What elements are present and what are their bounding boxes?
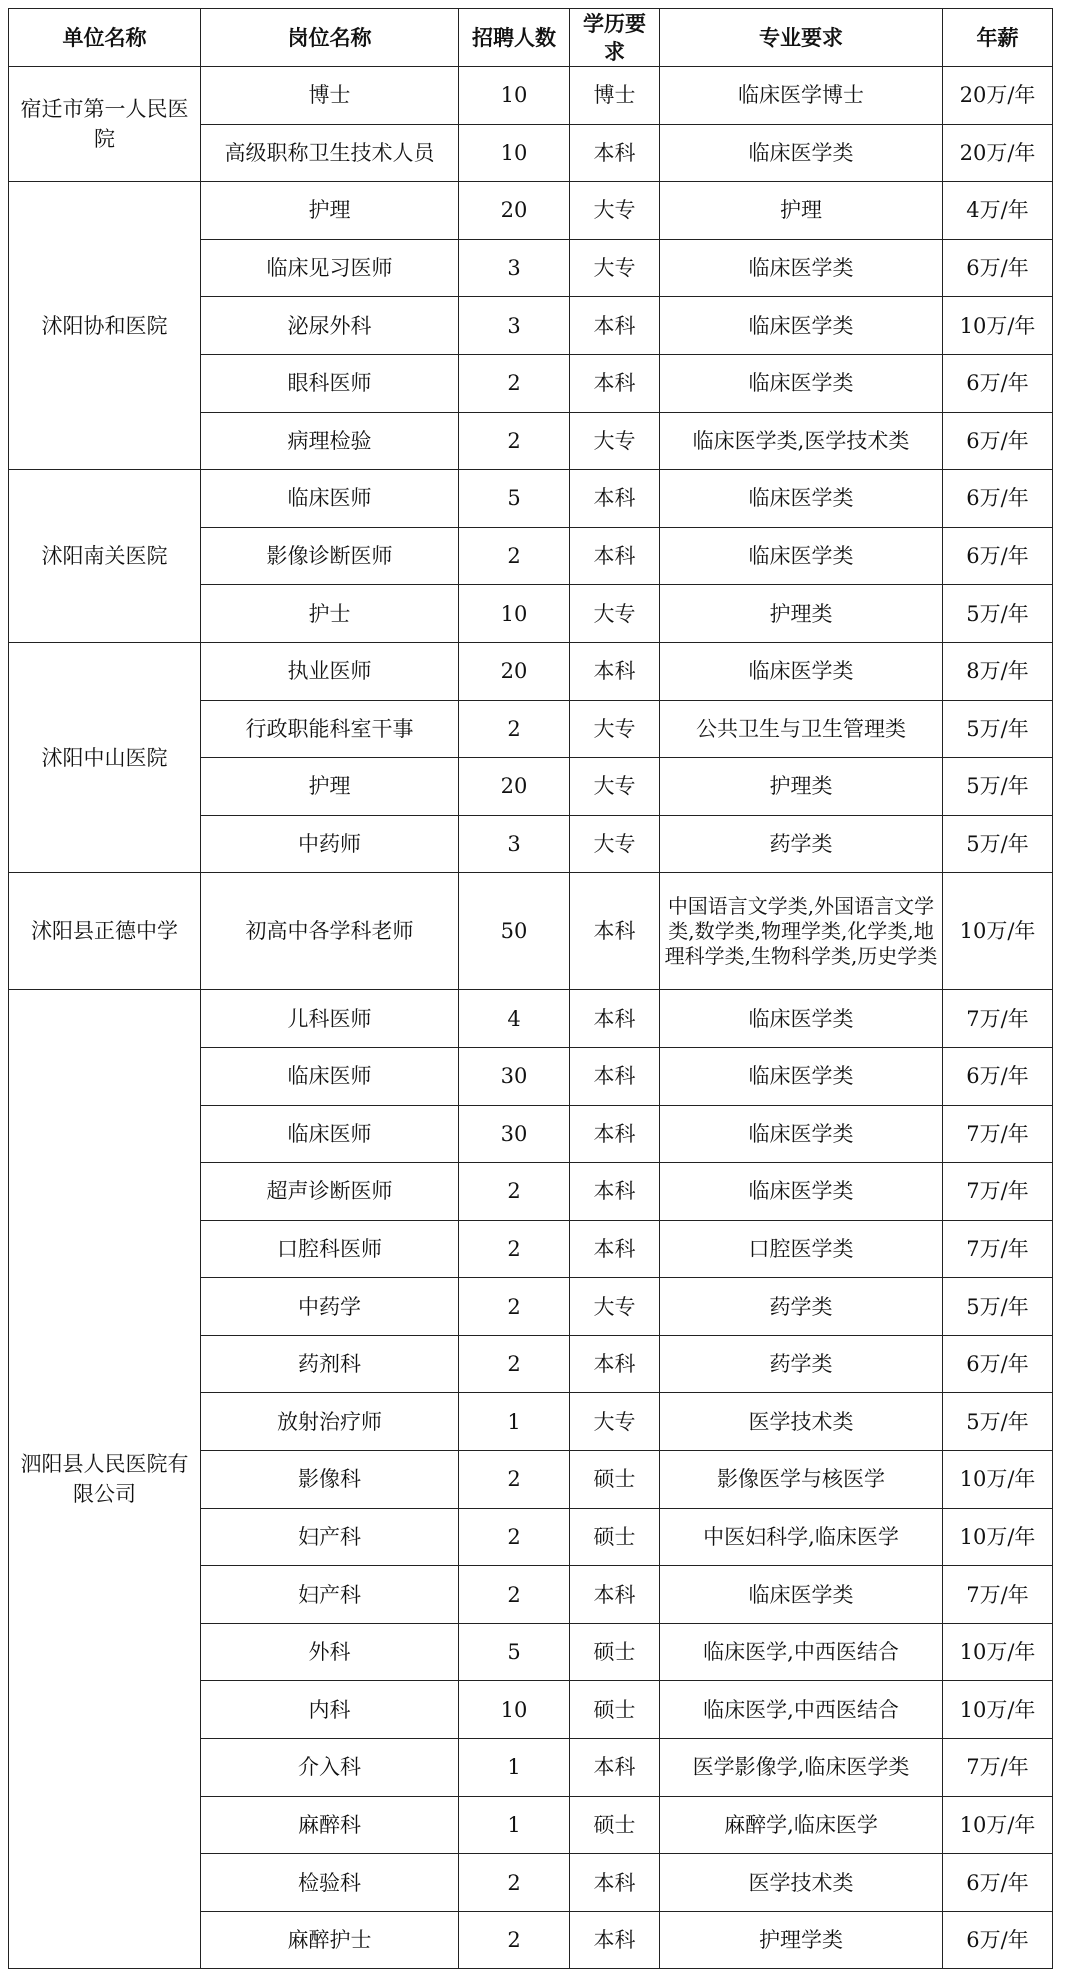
major-cell: 麻醉学,临床医学 [660,1796,943,1854]
education-cell: 大专 [570,758,660,816]
major-cell: 口腔医学类 [660,1220,943,1278]
major-cell: 临床医学,中西医结合 [660,1681,943,1739]
salary-cell: 10万/年 [943,1451,1053,1509]
education-cell: 大专 [570,1278,660,1336]
table-row [9,990,1053,1048]
table-row [9,642,1053,700]
major-cell: 护理类 [660,585,943,643]
education-cell: 大专 [570,182,660,240]
salary-cell: 20万/年 [943,67,1053,125]
salary-cell: 20万/年 [943,124,1053,182]
position-cell: 影像诊断医师 [201,527,459,585]
count-cell: 2 [459,1335,570,1393]
position-cell: 临床医师 [201,470,459,528]
unit-name-cell: 沭阳协和医院 [9,182,201,470]
education-cell: 本科 [570,527,660,585]
salary-cell: 6万/年 [943,1047,1053,1105]
count-cell: 30 [459,1105,570,1163]
major-cell: 医学影像学,临床医学类 [660,1739,943,1797]
education-cell: 大专 [570,815,660,873]
count-cell: 2 [459,354,570,412]
education-cell: 本科 [570,873,660,990]
major-cell: 临床医学类 [660,1047,943,1105]
major-cell: 药学类 [660,815,943,873]
count-cell: 5 [459,1623,570,1681]
recruitment-table [8,8,1053,1969]
position-cell: 中药师 [201,815,459,873]
count-cell: 2 [459,412,570,470]
education-cell: 本科 [570,642,660,700]
position-cell: 药剂科 [201,1335,459,1393]
salary-cell: 8万/年 [943,642,1053,700]
salary-cell: 7万/年 [943,990,1053,1048]
count-cell: 3 [459,297,570,355]
education-cell: 本科 [570,1105,660,1163]
unit-name-cell: 沭阳中山医院 [9,642,201,872]
education-cell: 硕士 [570,1508,660,1566]
education-cell: 本科 [570,990,660,1048]
count-cell: 30 [459,1047,570,1105]
major-cell: 临床医学类 [660,239,943,297]
major-cell: 临床医学类 [660,1566,943,1624]
position-cell: 口腔科医师 [201,1220,459,1278]
position-cell: 影像科 [201,1451,459,1509]
position-cell: 麻醉护士 [201,1911,459,1969]
major-cell: 临床医学类 [660,354,943,412]
education-cell: 本科 [570,124,660,182]
position-cell: 博士 [201,67,459,125]
salary-cell: 5万/年 [943,700,1053,758]
position-cell: 护理 [201,758,459,816]
count-cell: 10 [459,585,570,643]
education-cell: 硕士 [570,1451,660,1509]
education-cell: 本科 [570,1566,660,1624]
major-cell: 临床医学类 [660,297,943,355]
salary-cell: 4万/年 [943,182,1053,240]
count-cell: 3 [459,815,570,873]
count-cell: 2 [459,527,570,585]
salary-cell: 5万/年 [943,585,1053,643]
salary-cell: 5万/年 [943,815,1053,873]
education-cell: 大专 [570,239,660,297]
count-cell: 2 [459,1220,570,1278]
education-cell: 本科 [570,1739,660,1797]
salary-cell: 6万/年 [943,412,1053,470]
major-cell: 临床医学,中西医结合 [660,1623,943,1681]
position-cell: 泌尿外科 [201,297,459,355]
education-cell: 本科 [570,354,660,412]
major-cell: 护理学类 [660,1911,943,1969]
major-cell: 影像医学与核医学 [660,1451,943,1509]
education-cell: 大专 [570,1393,660,1451]
count-cell: 10 [459,1681,570,1739]
count-cell: 2 [459,1451,570,1509]
table-row [9,873,1053,990]
education-cell: 博士 [570,67,660,125]
count-cell: 2 [459,1278,570,1336]
salary-cell: 10万/年 [943,873,1053,990]
major-cell: 临床医学类 [660,1163,943,1221]
count-cell: 20 [459,182,570,240]
salary-cell: 6万/年 [943,1854,1053,1912]
salary-cell: 7万/年 [943,1105,1053,1163]
position-cell: 护理 [201,182,459,240]
major-cell: 药学类 [660,1278,943,1336]
count-cell: 10 [459,67,570,125]
count-cell: 20 [459,758,570,816]
count-cell: 50 [459,873,570,990]
major-cell: 临床医学类 [660,642,943,700]
major-cell: 医学技术类 [660,1854,943,1912]
table-body [9,67,1053,1969]
education-cell: 本科 [570,1854,660,1912]
position-cell: 中药学 [201,1278,459,1336]
major-cell: 临床医学类 [660,990,943,1048]
salary-cell: 5万/年 [943,758,1053,816]
table-row [9,470,1053,528]
count-cell: 5 [459,470,570,528]
major-cell: 临床医学类,医学技术类 [660,412,943,470]
unit-name-cell: 沭阳南关医院 [9,470,201,643]
table-row [9,67,1053,125]
position-cell: 护士 [201,585,459,643]
position-cell: 放射治疗师 [201,1393,459,1451]
count-cell: 2 [459,1854,570,1912]
position-cell: 眼科医师 [201,354,459,412]
count-cell: 10 [459,124,570,182]
count-cell: 1 [459,1739,570,1797]
major-cell: 临床医学类 [660,1105,943,1163]
header-education: 学历要求 [570,9,660,67]
major-cell: 临床医学类 [660,527,943,585]
salary-cell: 6万/年 [943,1335,1053,1393]
salary-cell: 10万/年 [943,1796,1053,1854]
position-cell: 高级职称卫生技术人员 [201,124,459,182]
education-cell: 本科 [570,1335,660,1393]
count-cell: 2 [459,1163,570,1221]
major-cell: 临床医学类 [660,470,943,528]
count-cell: 20 [459,642,570,700]
salary-cell: 7万/年 [943,1739,1053,1797]
count-cell: 2 [459,1508,570,1566]
recruitment-table-container [8,8,1053,1969]
header-salary: 年薪 [943,9,1053,67]
salary-cell: 7万/年 [943,1566,1053,1624]
position-cell: 妇产科 [201,1508,459,1566]
count-cell: 1 [459,1393,570,1451]
education-cell: 本科 [570,1911,660,1969]
salary-cell: 6万/年 [943,239,1053,297]
unit-name-cell: 宿迁市第一人民医院 [9,67,201,182]
education-cell: 本科 [570,1047,660,1105]
salary-cell: 10万/年 [943,1508,1053,1566]
position-cell: 外科 [201,1623,459,1681]
education-cell: 本科 [570,470,660,528]
major-cell: 临床医学博士 [660,67,943,125]
position-cell: 麻醉科 [201,1796,459,1854]
count-cell: 3 [459,239,570,297]
education-cell: 大专 [570,585,660,643]
salary-cell: 6万/年 [943,354,1053,412]
salary-cell: 5万/年 [943,1278,1053,1336]
salary-cell: 10万/年 [943,297,1053,355]
education-cell: 硕士 [570,1623,660,1681]
header-row [9,9,1053,67]
count-cell: 4 [459,990,570,1048]
salary-cell: 7万/年 [943,1220,1053,1278]
position-cell: 介入科 [201,1739,459,1797]
table-row [9,182,1053,240]
salary-cell: 7万/年 [943,1163,1053,1221]
position-cell: 内科 [201,1681,459,1739]
count-cell: 2 [459,1566,570,1624]
position-cell: 检验科 [201,1854,459,1912]
major-cell: 临床医学类 [660,124,943,182]
position-cell: 临床见习医师 [201,239,459,297]
education-cell: 本科 [570,1220,660,1278]
education-cell: 大专 [570,700,660,758]
position-cell: 临床医师 [201,1105,459,1163]
position-cell: 临床医师 [201,1047,459,1105]
education-cell: 大专 [570,412,660,470]
salary-cell: 6万/年 [943,527,1053,585]
position-cell: 儿科医师 [201,990,459,1048]
unit-name-cell: 沭阳县正德中学 [9,873,201,990]
position-cell: 病理检验 [201,412,459,470]
unit-name-cell: 泗阳县人民医院有限公司 [9,990,201,1969]
header-major: 专业要求 [660,9,943,67]
position-cell: 执业医师 [201,642,459,700]
major-cell: 中国语言文学类,外国语言文学类,数学类,物理学类,化学类,地理科学类,生物科学类,历史学类 [660,873,943,990]
education-cell: 硕士 [570,1796,660,1854]
major-cell: 药学类 [660,1335,943,1393]
header-unit: 单位名称 [9,9,201,67]
position-cell: 妇产科 [201,1566,459,1624]
major-cell: 公共卫生与卫生管理类 [660,700,943,758]
header-count: 招聘人数 [459,9,570,67]
header-position: 岗位名称 [201,9,459,67]
education-cell: 本科 [570,1163,660,1221]
count-cell: 2 [459,700,570,758]
position-cell: 行政职能科室干事 [201,700,459,758]
salary-cell: 10万/年 [943,1681,1053,1739]
salary-cell: 6万/年 [943,470,1053,528]
major-cell: 医学技术类 [660,1393,943,1451]
salary-cell: 6万/年 [943,1911,1053,1969]
count-cell: 1 [459,1796,570,1854]
major-cell: 护理 [660,182,943,240]
position-cell: 初高中各学科老师 [201,873,459,990]
position-cell: 超声诊断医师 [201,1163,459,1221]
education-cell: 硕士 [570,1681,660,1739]
major-cell: 中医妇科学,临床医学 [660,1508,943,1566]
count-cell: 2 [459,1911,570,1969]
salary-cell: 5万/年 [943,1393,1053,1451]
major-cell: 护理类 [660,758,943,816]
education-cell: 本科 [570,297,660,355]
salary-cell: 10万/年 [943,1623,1053,1681]
